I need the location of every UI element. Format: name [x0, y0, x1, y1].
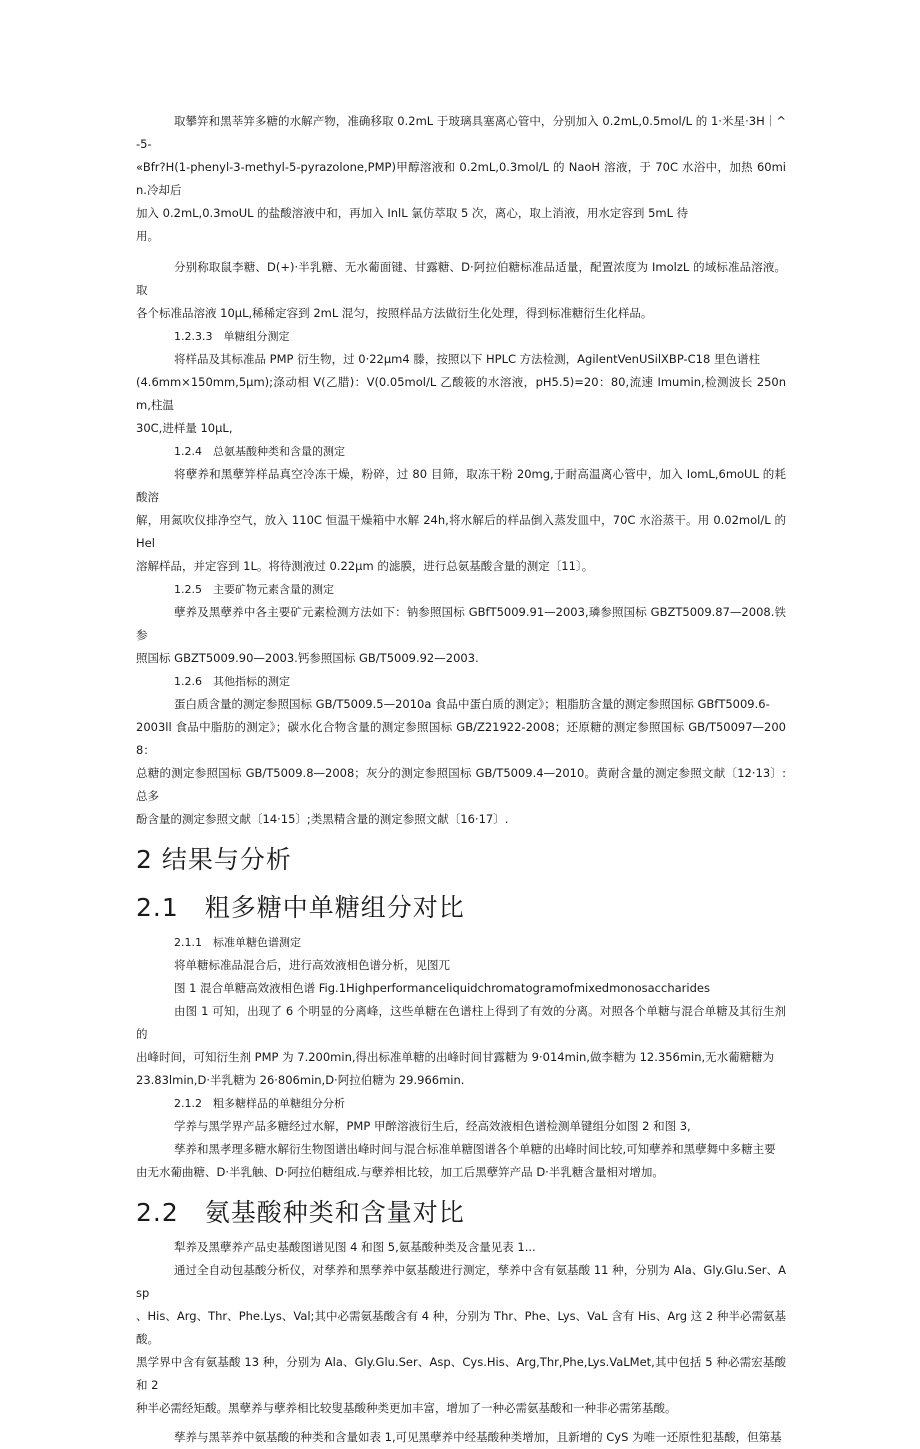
section-title-2-1: 2.1 粗多糖中单糖组分对比	[136, 893, 465, 922]
section-title-results: 2 结果与分析	[136, 845, 292, 874]
paragraph-minerals: 孽养及黑孽养中各主要矿元素检测方法如下：钠参照国标 GBfT5009.91—2003,璘参照国标 GBZT5009.87—2008.铁参 照国标 GBZT5009.90—2003.钙参照国标 GB/T5009.92—2003.	[136, 605, 786, 665]
paragraph-hplc: 将样品及其标准品 PMP 衍生物，过 0·22μm4 滕，按照以下 HPLC 方法检测，AgilentVenUSilXBP-C18 里色谱柱 (4.6mm×150mm,5μm);涤动相 V(乙腊)：V(0.05mol/L 乙酸筱的水溶液，pH5.5)=20：80,流速 Imumin,检测波长 250nm,柱温 30C,进样量 10μL,	[136, 352, 786, 435]
section-heading-2-1-2: 2.1.2 粗多糖样品的单糖组分分析	[174, 1097, 345, 1110]
section-heading-1-2-6: 1.2.6 其他指标的测定	[174, 675, 290, 688]
paragraph-standard-chromatogram: 将单糖标准品混合后，进行高效液相色谱分析，见图兀	[174, 958, 450, 972]
figure-1-caption: 图 1 混合单糖高效液相色谱 Fig.1Highperformanceliquidchromatogramofmixedmonosaccharides	[174, 981, 710, 995]
paragraph-comparison: 孳养和黑孝理多糖水解衍生物图谱出峰时间与混合标准单糖图谱各个单糖的出峰时间比较,可知孽养和黑孽舞中多糖主要 由无水葡曲糖、D·半乳触、D·阿拉伯糖组成.与孽养相比较，加工后黑孽笄产品 D·半乳糖含量相对增加。	[136, 1142, 776, 1179]
section-title-2-2: 2.2 氨基酸种类和含量对比	[136, 1198, 465, 1227]
section-heading-1-2-4: 1.2.4 总氨基酸种类和含量的测定	[174, 445, 345, 458]
paragraph-sample-monosaccharide: 学养与黑学界产品多糖经过水解，PMP 甲醉溶液衍生后，经高效液相色谱检测单键组分如图 2 和图 3,	[174, 1119, 691, 1133]
paragraph-amino-acid-method: 将孽养和黑孽笄样品真空冷冻干燥，粉碎，过 80 目筛，取冻干粉 20mg,于耐高温离心管中，加入 IomL,6moUL 的耗酸溶 解，用氮吹仪排净空气，放入 110C 恒温干燥箱中水解 24h,将水解后的样品倒入蒸发皿中，70C 水浴蒸干。用 0.02mol/L 的 Hel 溶解样品，并定容到 1L。将待测液过 0.22μm 的滤膜，进行总氨基酸含量的测定〔11〕。	[136, 467, 786, 573]
section-heading-2-1-1: 2.1.1 标准单糖色谱测定	[174, 936, 301, 949]
document-page	[136, 110, 786, 1449]
paragraph-amino-acid-analysis: 通过全自动包基酸分析仪，对孳养和黑孳养中氨基酸进行测定，孳养中含有氨基酸 11 种，分别为 Ala、Gly.Glu.Ser、Asp 、His、Arg、Thr、Phe.Lys、Val;其中必需氨基酸含有 4 种，分别为 Thr、Phe、Lys、VaL 含有 His、Arg 这 2 种半必需氨基酸。 黑学界中含有氨基酸 13 种，分别为 Ala、Gly.Glu.Ser、Asp、Cys.His、Arg,Thr,Phe,Lys.VaLMet,其中包括 5 种必需宏基酸和 2 种半必需经矩酸。黑孽养与孽养相比较叟基酸种类更加丰富，增加了一种必需氨基酸和一种非必需笫基酸。	[136, 1263, 786, 1415]
section-heading-1-2-5: 1.2.5 主要矿物元素含量的测定	[174, 583, 334, 596]
paragraph-standards: 分别称取鼠李糖、D(+)·半乳糖、无水葡面键、甘露糖、D·阿拉伯糖标准品适量，配置浓度为 ImolzL 的域标准品溶液。取 各个标准品溶液 10μL,稀稀定容到 2mL 混匀，按照样品方法做衍生化处理，得到标准糖衍生化样品。	[136, 260, 786, 320]
paragraph-amino-acid-table: 孳养与黑莘养中氨基酸的种类和含量如表 1,可见黑孽养中经基酸种类增加，且新增的 CyS 为唯一还原性犯基酸，但第基	[174, 1430, 782, 1444]
paragraph-other-indicators: 蛋白质含量的测定参照国标 GB/T5009.5—2010a 食品中蛋白质的测定》；粗脂肪含量的测定参照国标 GBfT5009.6- 2003ll 食品中脂肪的测定》；碳水化合物含量的测定参照国标 GB/Z21922-2008；还原糖的测定参照国标 GB/T50097—2008： 总糖的测定参照国标 GB/T5009.8—2008；灰分的测定参照国标 GB/T5009.4—2010。黄耐含量的测定参照文献〔12·13〕:总多 酚含量的测定参照文献〔14·15〕;类黑精含量的测定参照文献〔16·17〕.	[136, 697, 786, 826]
section-heading-1-2-3-3: 1.2.3.3 单糖组分测定	[174, 330, 290, 343]
paragraph-retention-times: 由图 1 可知，出现了 6 个明显的分离峰，这些单糖在色谱柱上得到了有效的分离。对照各个单糖与混合单糖及其衍生剂的 出峰时间，可知衍生剂 PMP 为 7.200min,得出标准单糖的出峰时间甘露糖为 9·014min,做李糖为 12.356min,无水葡糖糖为 23.83lmin,D·半乳糖为 26·806min,D·阿拉伯糖为 29.966min.	[136, 1004, 786, 1087]
paragraph-amino-acid-figures: 犁养及黑孽养产品史基酸图谱见图 4 和图 5,氨基酸种类及含量见表 1...	[174, 1240, 536, 1254]
paragraph-derivatization: 取攀笄和黑莘笄多糖的水解产物，准确移取 0.2mL 于玻璃具塞离心管中，分别加入 0.2mL,0.5mol/L 的 1·米星·3H｜^-5- «Bfr?H(1-phenyl-3-methyl-5-pyrazolone,PMP)甲醇溶液和 0.2mL,0.3mol/L 的 NaoH 溶液，于 70C 水浴中，加热 60min.冷却后 加入 0.2mL,0.3moUL 的盐酸溶液中和，再加入 InlL 氯仿萃取 5 次，离心，取上消液，用水定容到 5mL 待 用。	[136, 114, 786, 243]
